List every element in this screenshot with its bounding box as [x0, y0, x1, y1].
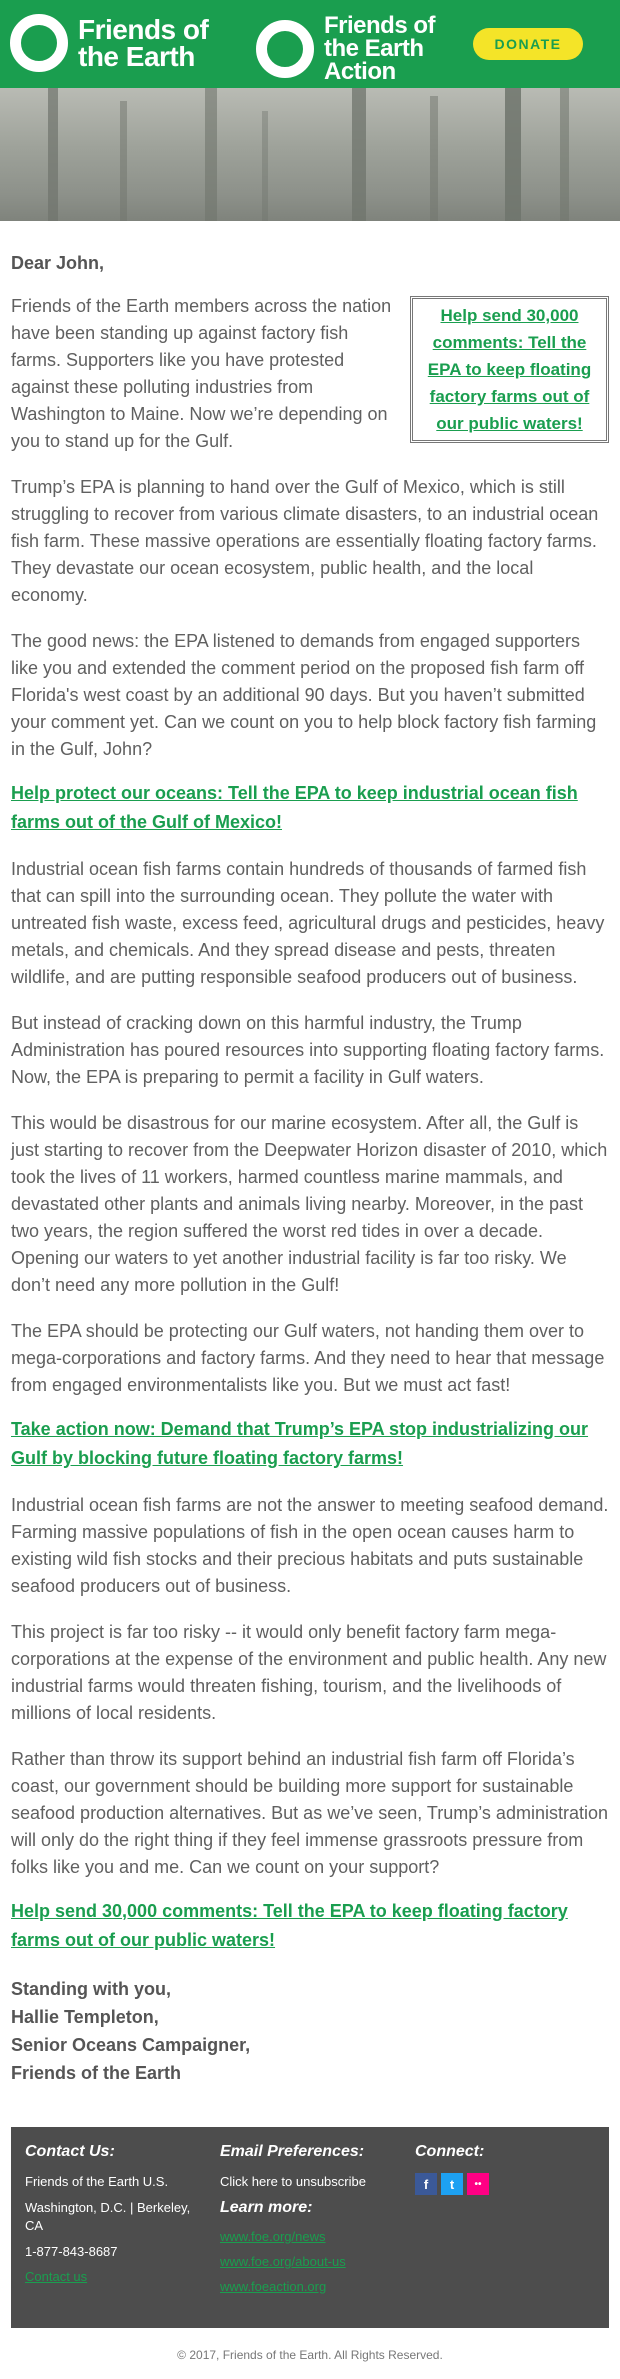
footer [11, 2127, 609, 2328]
email-pref-title: Email Preferences: [220, 2143, 365, 2160]
signature [11, 1975, 609, 2087]
logo-line: Friends of [78, 14, 209, 45]
contact-column [25, 2143, 205, 2294]
contact-title: Contact Us: [25, 2143, 115, 2160]
signature-line: Standing with you, [11, 1979, 171, 1999]
copyright: © 2017, Friends of the Earth. All Rights Reserved. [177, 2348, 443, 2362]
phone: 1-877-843-8687 [25, 2244, 118, 2259]
learn-more-title: Learn more: [220, 2199, 313, 2216]
cta-link[interactable]: Help send 30,000 comments: Tell the EPA to keep floating factory farms out of our public waters! [11, 1901, 568, 1950]
paragraph: But instead of cracking down on this harmful industry, the Trump Administration has poured resources into supporting floating factory farms. Now, the EPA is preparing to permit a facility in Gulf waters. [11, 1013, 605, 1087]
greeting: Dear John, [11, 253, 105, 273]
learn-link[interactable]: www.foe.org/about-us [220, 2254, 346, 2269]
header [0, 0, 620, 88]
email-preferences-column [220, 2143, 400, 2304]
cta-box [410, 296, 609, 443]
address: Washington, D.C. | Berkeley, CA [25, 2200, 191, 2233]
cta-link[interactable]: Help protect our oceans: Tell the EPA to keep industrial ocean fish farms out of the Gulf of Mexico! [11, 783, 578, 832]
friends-of-the-earth-action-logo[interactable] [256, 14, 435, 83]
paragraph: The EPA should be protecting our Gulf waters, not handing them over to mega-corporations and factory farms. And they need to hear that message from engaged environmentalists like you. But we must act fast! [11, 1321, 605, 1395]
social-icons [415, 2173, 595, 2195]
donate-button[interactable]: DONATE [473, 28, 583, 60]
email-body [0, 253, 620, 2087]
paragraph: Industrial ocean fish farms contain hundreds of thousands of farmed fish that can spill into the surrounding ocean. They pollute the water with untreated fish waste, excess feed, agricultural drugs and pesticides, heavy metals, and chemicals. And they spread disease and pests, threaten wildlife, and are putting responsible seafood producers out of business. [11, 859, 605, 987]
paragraph: Help send 30,000 comments: Tell the EPA to keep floating factory farms out of our public waters! Friends of the Earth members across the nation have been standing up against factory fish farms. Supporters like you have protested against these polluting industries from Washington to Maine. Now we’re depending on you to stand up for the Gulf. [11, 293, 609, 455]
flickr-icon[interactable]: •• [467, 2173, 489, 2195]
logo-ring-icon [10, 14, 68, 72]
cta-link[interactable]: Take action now: Demand that Trump’s EPA stop industrializing our Gulf by blocking future floating factory farms! [11, 1419, 589, 1468]
signature-line: Friends of the Earth [11, 2063, 182, 2083]
facebook-icon[interactable]: f [415, 2173, 437, 2195]
connect-title: Connect: [415, 2143, 485, 2160]
hero-forest-image [0, 88, 620, 221]
paragraph: The good news: the EPA listened to demands from engaged supporters like you and extended the comment period on the proposed fish farm off Florida's west coast by an additional 90 days. But you haven’t submitted your comment yet. Can we count on you to help block factory fish farming in the Gulf, John? [11, 631, 597, 759]
learn-link[interactable]: www.foe.org/news [220, 2229, 326, 2244]
signature-line: Hallie Templeton, [11, 2007, 159, 2027]
logo-line: the Earth [78, 41, 195, 72]
cta-box-link[interactable]: Help send 30,000 comments: Tell the EPA to keep floating factory farms out of our public waters! [427, 306, 592, 433]
paragraph: Rather than throw its support behind an industrial fish farm off Florida’s coast, our government should be building more support for sustainable seafood production alternatives. But as we’ve seen, Trump’s administration will only do the right thing if they feel immense grassroots pressure from folks like you and me. Can we count on your support? [11, 1749, 608, 1877]
logo-ring-icon [256, 20, 314, 78]
learn-link[interactable]: www.foeaction.org [220, 2279, 327, 2294]
connect-column [415, 2143, 595, 2195]
org-name: Friends of the Earth U.S. [25, 2174, 169, 2189]
logo-line: Action [324, 58, 396, 85]
logo-line: Friends of [324, 12, 436, 39]
paragraph: This project is far too risky -- it would only benefit factory farm mega-corporations at the expense of the environment and public health. Any new industrial farms would threaten fishing, tourism, and the livelihoods of millions of local residents. [11, 1622, 607, 1723]
friends-of-the-earth-logo[interactable] [10, 14, 208, 72]
twitter-icon[interactable]: t [441, 2173, 463, 2195]
contact-link[interactable]: Contact us [25, 2269, 88, 2284]
unsubscribe-link[interactable]: Click here to unsubscribe [220, 2174, 366, 2189]
signature-line: Senior Oceans Campaigner, [11, 2035, 251, 2055]
logo-line: the Earth [324, 35, 424, 62]
paragraph: Industrial ocean fish farms are not the answer to meeting seafood demand. Farming massive populations of fish in the open ocean causes harm to existing wild fish stocks and their precious habitats and puts sustainable seafood producers out of business. [11, 1495, 609, 1596]
paragraph: This would be disastrous for our marine ecosystem. After all, the Gulf is just starting to recover from the Deepwater Horizon disaster of 2010, which took the lives of 11 workers, harmed countless marine mammals, and devastated other plants and animals living nearby. Moreover, in the past two years, the region suffered the worst red tides in over a decade. Opening our waters to yet another industrial facility is far too risky. We don’t need any more pollution in the Gulf! [11, 1113, 608, 1295]
paragraph: Trump’s EPA is planning to hand over the Gulf of Mexico, which is still struggling to recover from various climate disasters, to an industrial ocean fish farm. These massive operations are essentially floating factory farms. They devastate our ocean ecosystem, public health, and the local economy. [11, 477, 599, 605]
